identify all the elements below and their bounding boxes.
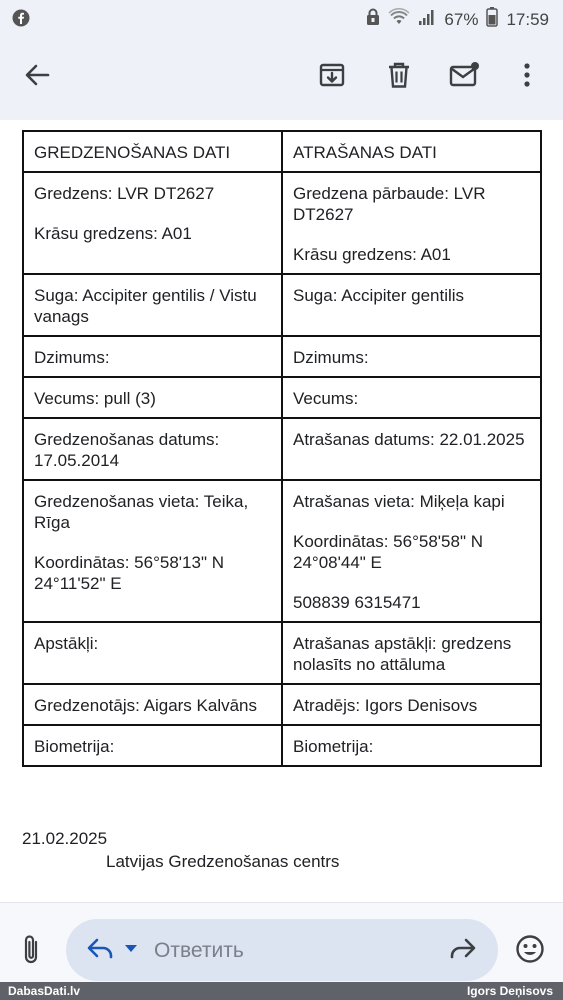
lock-icon (366, 8, 380, 31)
table-cell-right (282, 336, 541, 377)
battery-icon (486, 7, 498, 32)
table-cell-left (23, 725, 282, 766)
clock: 17:59 (506, 9, 549, 29)
organization-name: Latvijas Gredzenošanas centrs (106, 852, 340, 871)
message-body (0, 120, 563, 902)
table-cell-left (23, 172, 282, 274)
cell-text: Dzimums: (293, 348, 369, 367)
cell-text: Atrašanas apstākļi: gredzens nolasīts no attāluma (293, 634, 512, 674)
signal-icon (418, 8, 436, 31)
table-row (23, 377, 541, 418)
table-row (23, 172, 541, 274)
back-arrow-icon (24, 62, 50, 93)
table-cell-left (23, 480, 282, 622)
table-header-row (23, 131, 541, 172)
archive-button[interactable] (313, 58, 351, 96)
mark-unread-button[interactable] (446, 58, 484, 96)
more-vert-icon (523, 62, 531, 93)
emoji-button[interactable] (512, 933, 548, 969)
cell-text: Biometrija: (293, 737, 374, 756)
table-cell-left (23, 684, 282, 725)
cell-text: Atrašanas vieta: Miķeļa kapi (293, 492, 505, 511)
message-date: 21.02.2025 (22, 829, 108, 848)
attach-button[interactable] (14, 931, 48, 971)
status-bar (0, 0, 563, 36)
table-cell-left (23, 622, 282, 684)
chevron-down-icon (124, 941, 138, 959)
watermark-bar (0, 982, 563, 1000)
cell-text: Koordinātas: 56°58'13" N 24°11'52" E (34, 553, 224, 593)
table-row (23, 336, 541, 377)
table-cell-right (282, 172, 541, 274)
back-button[interactable] (18, 58, 56, 96)
table-cell-left (23, 377, 282, 418)
table-cell-right (282, 480, 541, 622)
table-row (23, 684, 541, 725)
delete-button[interactable] (380, 58, 418, 96)
emoji-icon (515, 934, 545, 969)
table-cell-left (23, 274, 282, 336)
cell-text: Koordinātas: 56°58'58" N 24°08'44" E (293, 532, 483, 572)
cell-text: Krāsu gredzens: A01 (34, 224, 192, 243)
cell-text: Suga: Accipiter gentilis / Vistu vanags (34, 286, 257, 326)
table-row (23, 480, 541, 622)
ringing-data-table (22, 130, 542, 767)
cell-text: Suga: Accipiter gentilis (293, 286, 465, 305)
table-cell-right (282, 684, 541, 725)
cell-text: Atrašanas datums: 22.01.2025 (293, 430, 525, 449)
table-cell-right (282, 622, 541, 684)
cell-text: Atradējs: Igors Denisovs (293, 696, 478, 715)
table-cell-right (282, 274, 541, 336)
table-header-cell: ATRAŠANAS DATI (282, 131, 541, 172)
table-cell-right (282, 725, 541, 766)
table-cell-right (282, 377, 541, 418)
reply-options-button[interactable] (120, 937, 142, 963)
table-cell-left (23, 418, 282, 480)
reply-icon (86, 936, 114, 965)
cell-text: Apstākļi: (34, 634, 99, 653)
cell-text: Gredzenošanas vieta: Teika, Rīga (34, 492, 249, 532)
cell-text: Krāsu gredzens: A01 (293, 245, 451, 264)
reply-button[interactable] (82, 933, 118, 967)
forward-icon (449, 936, 477, 965)
table-row (23, 725, 541, 766)
cell-text: Vecums: (293, 389, 359, 408)
cell-text: Vecums: pull (3) (34, 389, 156, 408)
app-bar (0, 36, 563, 120)
battery-percent: 67% (444, 9, 479, 29)
reply-field[interactable] (66, 919, 498, 981)
table-row (23, 622, 541, 684)
table-cell-left (23, 336, 282, 377)
mark-unread-icon (449, 61, 481, 94)
table-header-cell: GREDZENOŠANAS DATI (23, 131, 282, 172)
table-row (23, 418, 541, 480)
cell-text: Gredzenošanas datums: 17.05.2014 (34, 430, 220, 470)
cell-text: Gredzena pārbaude: LVR DT2627 (293, 184, 486, 224)
reply-bar (0, 902, 563, 982)
cell-text: 508839 6315471 (293, 593, 421, 612)
table-row (23, 274, 541, 336)
attach-icon (20, 933, 42, 970)
watermark-left: DabasDati.lv (8, 984, 81, 998)
cell-text: Gredzenotājs: Aigars Kalvāns (34, 696, 258, 715)
table-cell-right (282, 418, 541, 480)
delete-icon (387, 61, 411, 94)
wifi-icon (388, 8, 410, 31)
cell-text: Dzimums: (34, 348, 110, 367)
watermark-right: Igors Deņisovs (466, 984, 553, 998)
archive-icon (318, 61, 346, 94)
facebook-icon (12, 9, 30, 32)
cell-text: Biometrija: (34, 737, 115, 756)
cell-text: Gredzens: LVR DT2627 (34, 184, 215, 203)
forward-button[interactable] (444, 933, 482, 967)
more-options-button[interactable] (510, 58, 544, 96)
reply-placeholder: Ответить (154, 939, 244, 962)
